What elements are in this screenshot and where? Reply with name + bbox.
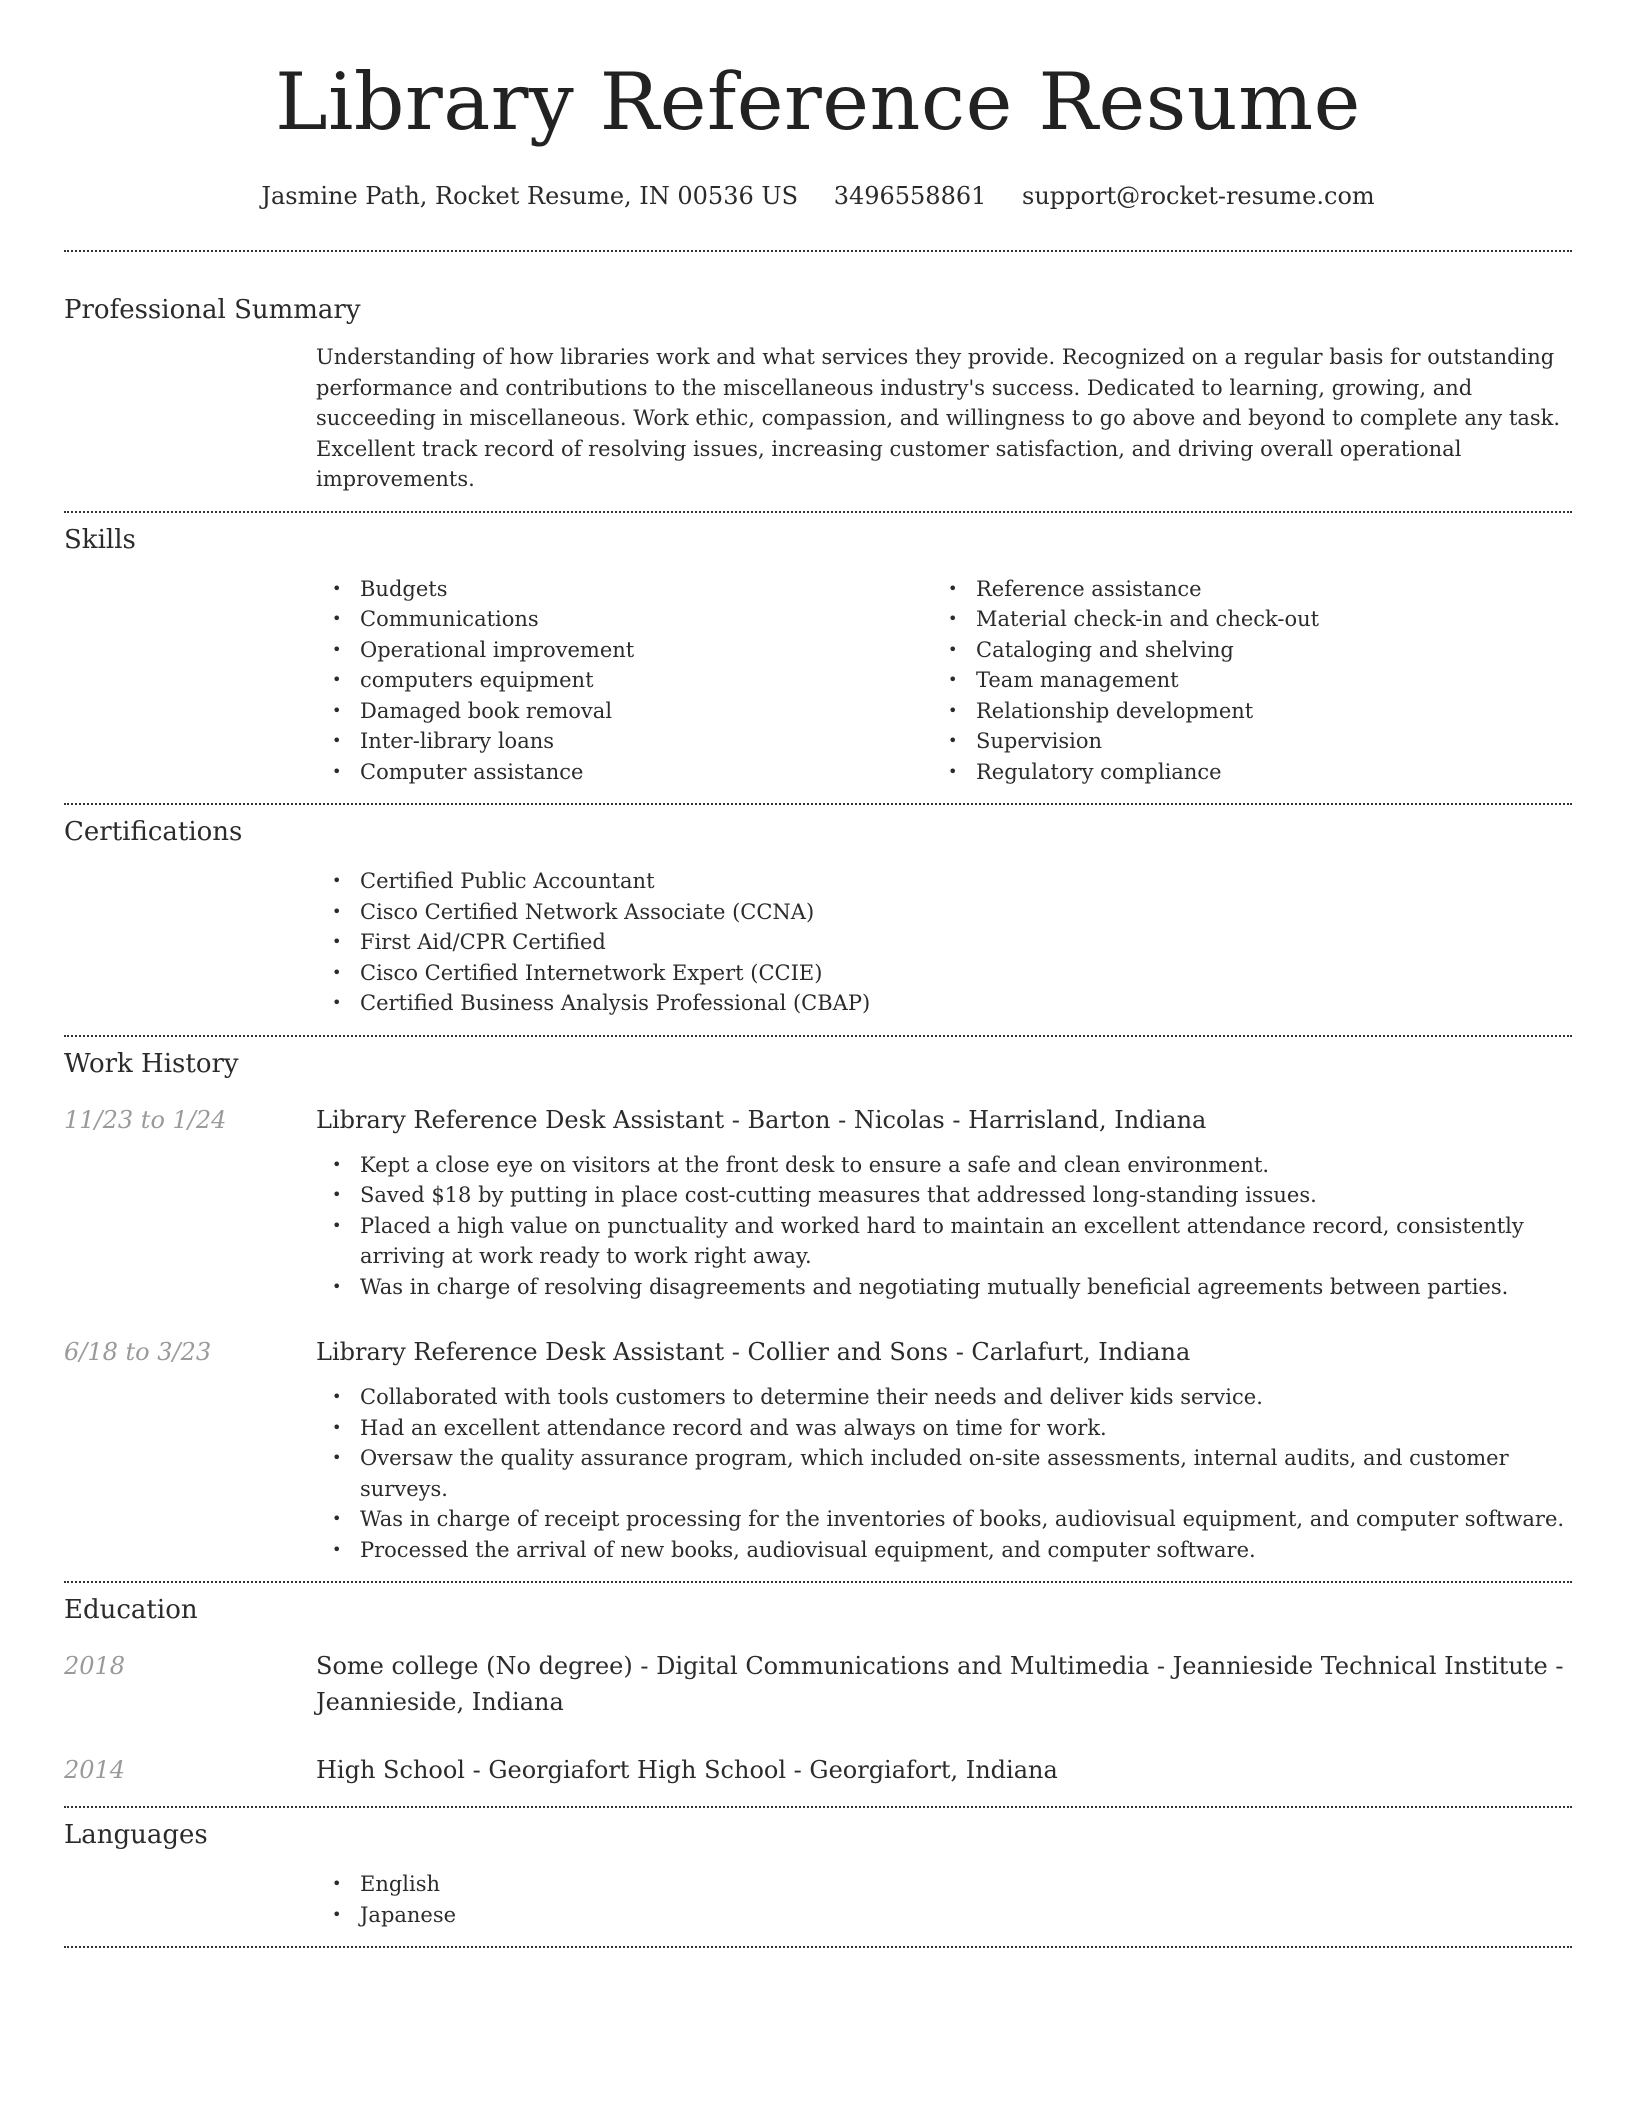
list-item: • Was in charge of resolving disagreements and negotiating mutually beneficial agreements between parties.	[316, 1272, 1572, 1303]
education-heading: Education	[64, 1595, 198, 1625]
list-item: • Supervision	[932, 726, 1548, 757]
list-item: • Cisco Certified Network Associate (CCNA)	[316, 897, 1572, 928]
job-entry	[64, 1334, 1572, 1370]
education-entry	[64, 1752, 1572, 1788]
contact-address: Jasmine Path, Rocket Resume, IN 00536 US	[261, 182, 799, 210]
list-item: • English	[316, 1869, 1572, 1900]
summary-text: Understanding of how libraries work and what services they provide. Recognized on a regular basis for outstanding performance and contributions to the miscellaneous industry's success. Dedicated to learning, growing, and succeeding in miscellaneous. Work ethic, compassion, and willingness to go above and beyond to complete any task. Excellent track record of resolving issues, increasing customer satisfaction, and driving overall operational improvements.	[316, 345, 1561, 491]
list-item: • Had an excellent attendance record and was always on time for work.	[316, 1413, 1572, 1444]
list-item: • Kept a close eye on visitors at the front desk to ensure a safe and clean environment.	[316, 1150, 1572, 1181]
list-item: • Regulatory compliance	[932, 757, 1548, 788]
work-heading: Work History	[64, 1048, 239, 1079]
education-title: Some college (No degree) - Digital Communications and Multimedia - Jeannieside Technical Institute - Jeannieside, Indiana	[316, 1652, 1564, 1716]
list-item: • Material check-in and check-out	[932, 604, 1548, 635]
list-item: • Budgets	[316, 574, 932, 605]
list-item: • Processed the arrival of new books, audiovisual equipment, and computer software.	[316, 1535, 1572, 1566]
education-date: 2018	[64, 1652, 126, 1680]
languages-section	[64, 1817, 1572, 1930]
work-section	[64, 1046, 1572, 1566]
divider	[64, 250, 1572, 252]
list-item: • Certified Business Analysis Professional (CBAP)	[316, 988, 1572, 1019]
list-item: • Japanese	[316, 1900, 1572, 1931]
list-item: • Team management	[932, 665, 1548, 696]
education-entry	[64, 1648, 1572, 1720]
resume-title: Library Reference Resume	[275, 56, 1361, 148]
list-item: • Relationship development	[932, 696, 1548, 727]
certifications-list	[316, 866, 1572, 1019]
divider	[64, 511, 1572, 513]
summary-heading: Professional Summary	[64, 295, 361, 325]
contact-phone: 3496558861	[833, 182, 987, 210]
divider	[64, 1581, 1572, 1583]
job-title: Library Reference Desk Assistant - Collier and Sons - Carlafurt, Indiana	[316, 1338, 1191, 1366]
divider	[64, 803, 1572, 805]
skills-heading: Skills	[64, 524, 136, 555]
list-item: • Computer assistance	[316, 757, 932, 788]
skills-columns	[316, 574, 1572, 788]
list-item: • Damaged book removal	[316, 696, 932, 727]
skills-list-right	[932, 574, 1548, 788]
list-item: • computers equipment	[316, 665, 932, 696]
contact-line	[64, 179, 1572, 213]
certifications-section	[64, 814, 1572, 1019]
certifications-heading: Certifications	[64, 817, 243, 847]
list-item: • Saved $18 by putting in place cost-cutting measures that addressed long-standing issues.	[316, 1180, 1572, 1211]
skills-section	[64, 522, 1572, 788]
divider	[64, 1946, 1572, 1948]
resume-page	[64, 0, 1572, 1948]
list-item: • Oversaw the quality assurance program, which included on-site assessments, internal audits, and customer surveys.	[316, 1443, 1572, 1504]
list-item: • Reference assistance	[932, 574, 1548, 605]
job-entry	[64, 1102, 1572, 1138]
languages-heading: Languages	[64, 1820, 208, 1850]
job-date: 6/18 to 3/23	[64, 1338, 212, 1366]
divider	[64, 1035, 1572, 1037]
summary-section	[64, 292, 1572, 495]
list-item: • Collaborated with tools customers to determine their needs and deliver kids service.	[316, 1382, 1572, 1413]
education-title: High School - Georgiafort High School - Georgiafort, Indiana	[316, 1756, 1058, 1784]
list-item: • First Aid/CPR Certified	[316, 927, 1572, 958]
skills-list-left	[316, 574, 932, 788]
job-bullets	[316, 1382, 1572, 1565]
list-item: • Placed a high value on punctuality and worked hard to maintain an excellent attendance record, consistently arriving at work ready to work right away.	[316, 1211, 1572, 1272]
list-item: • Communications	[316, 604, 932, 635]
languages-list	[316, 1869, 1572, 1930]
list-item: • Cisco Certified Internetwork Expert (CCIE)	[316, 958, 1572, 989]
job-bullets	[316, 1150, 1572, 1303]
education-date: 2014	[64, 1756, 126, 1784]
divider	[64, 1806, 1572, 1808]
list-item: • Was in charge of receipt processing for the inventories of books, audiovisual equipment, and computer software.	[316, 1504, 1572, 1535]
list-item: • Cataloging and shelving	[932, 635, 1548, 666]
list-item: • Inter-library loans	[316, 726, 932, 757]
contact-email: support@rocket-resume.com	[1022, 182, 1375, 210]
job-date: 11/23 to 1/24	[64, 1105, 227, 1134]
list-item: • Certified Public Accountant	[316, 866, 1572, 897]
education-section	[64, 1592, 1572, 1788]
job-title: Library Reference Desk Assistant - Barton - Nicolas - Harrisland, Indiana	[316, 1105, 1207, 1134]
list-item: • Operational improvement	[316, 635, 932, 666]
